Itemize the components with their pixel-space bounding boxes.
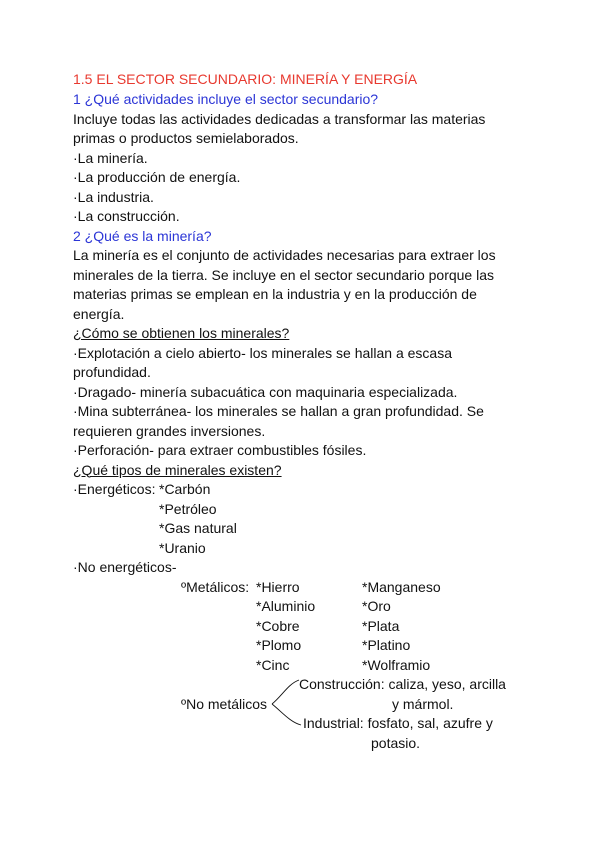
metalico-item: *Hierro (256, 578, 300, 595)
obtain-line: ·Dragado- minería subacuática con maquinaria especializada. (73, 383, 458, 400)
energetico-item: *Carbón (159, 481, 211, 497)
metalicos-label: ºMetálicos: (181, 578, 250, 595)
metalico-item: *Aluminio (256, 598, 316, 614)
obtain-line: ·Explotación a cielo abierto- los minerales se hallan a escasa (73, 344, 452, 361)
list-item: ·La minería. (73, 149, 148, 166)
metalico-item: *Manganeso (362, 578, 441, 595)
answer-2-line: La minería es el conjunto de actividades necesarias para extraer los (73, 247, 496, 263)
section-heading: 1.5 EL SECTOR SECUNDARIO: MINERÍA Y ENERGÍA (73, 71, 418, 87)
list-item: ·La construcción. (73, 208, 180, 224)
question-2: 2 ¿Qué es la minería? (73, 227, 212, 244)
obtain-line: profundidad. (73, 364, 151, 380)
no-energeticos-label: ·No energéticos- (73, 559, 177, 575)
energetico-item: *Gas natural (159, 520, 237, 536)
answer-2-line: materias primas se emplean en la industria y en la producción de (73, 286, 477, 302)
list-item: ·La industria. (73, 188, 154, 205)
answer-2-line: minerales de la tierra. Se incluye en el sector secundario porque las (73, 266, 495, 283)
answer-2-line: energía. (73, 305, 125, 322)
metalico-item: *Wolframio (362, 656, 431, 673)
obtain-line: ·Perforación- para extraer combustibles fósiles. (73, 442, 367, 458)
types-title: ¿Qué tipos de minerales existen? (73, 461, 282, 478)
industrial-line: potasio. (371, 734, 421, 751)
construccion-line: Construcción: caliza, yeso, arcilla (299, 676, 506, 692)
answer-1-line: Incluye todas las actividades dedicadas a transformar las materias (73, 110, 486, 127)
answer-1-line: primas o productos semielaborados. (73, 130, 299, 146)
obtain-line: requieren grandes inversiones. (73, 422, 266, 439)
question-1: 1 ¿Qué actividades incluye el sector secundario? (73, 91, 379, 107)
metalico-item: *Plomo (256, 637, 302, 653)
metalico-item: *Cobre (256, 617, 300, 634)
list-item: ·La producción de energía. (73, 169, 241, 185)
metalico-item: *Oro (362, 598, 391, 614)
construccion-line: y mármol. (392, 695, 454, 712)
energetico-item: *Uranio (159, 539, 206, 556)
obtain-line: ·Mina subterránea- los minerales se hallan a gran profundidad. Se (73, 403, 484, 419)
industrial-line: Industrial: fosfato, sal, azufre y (303, 715, 493, 731)
obtain-title: ¿Cómo se obtienen los minerales? (73, 325, 290, 341)
metalico-item: *Plata (362, 617, 400, 634)
energetico-item: *Petróleo (159, 500, 217, 517)
energeticos-label: ·Energéticos: (73, 481, 156, 497)
metalico-item: *Platino (362, 637, 411, 653)
metalico-item: *Cinc (256, 656, 290, 673)
no-metalicos-label: ºNo metálicos (181, 695, 268, 712)
